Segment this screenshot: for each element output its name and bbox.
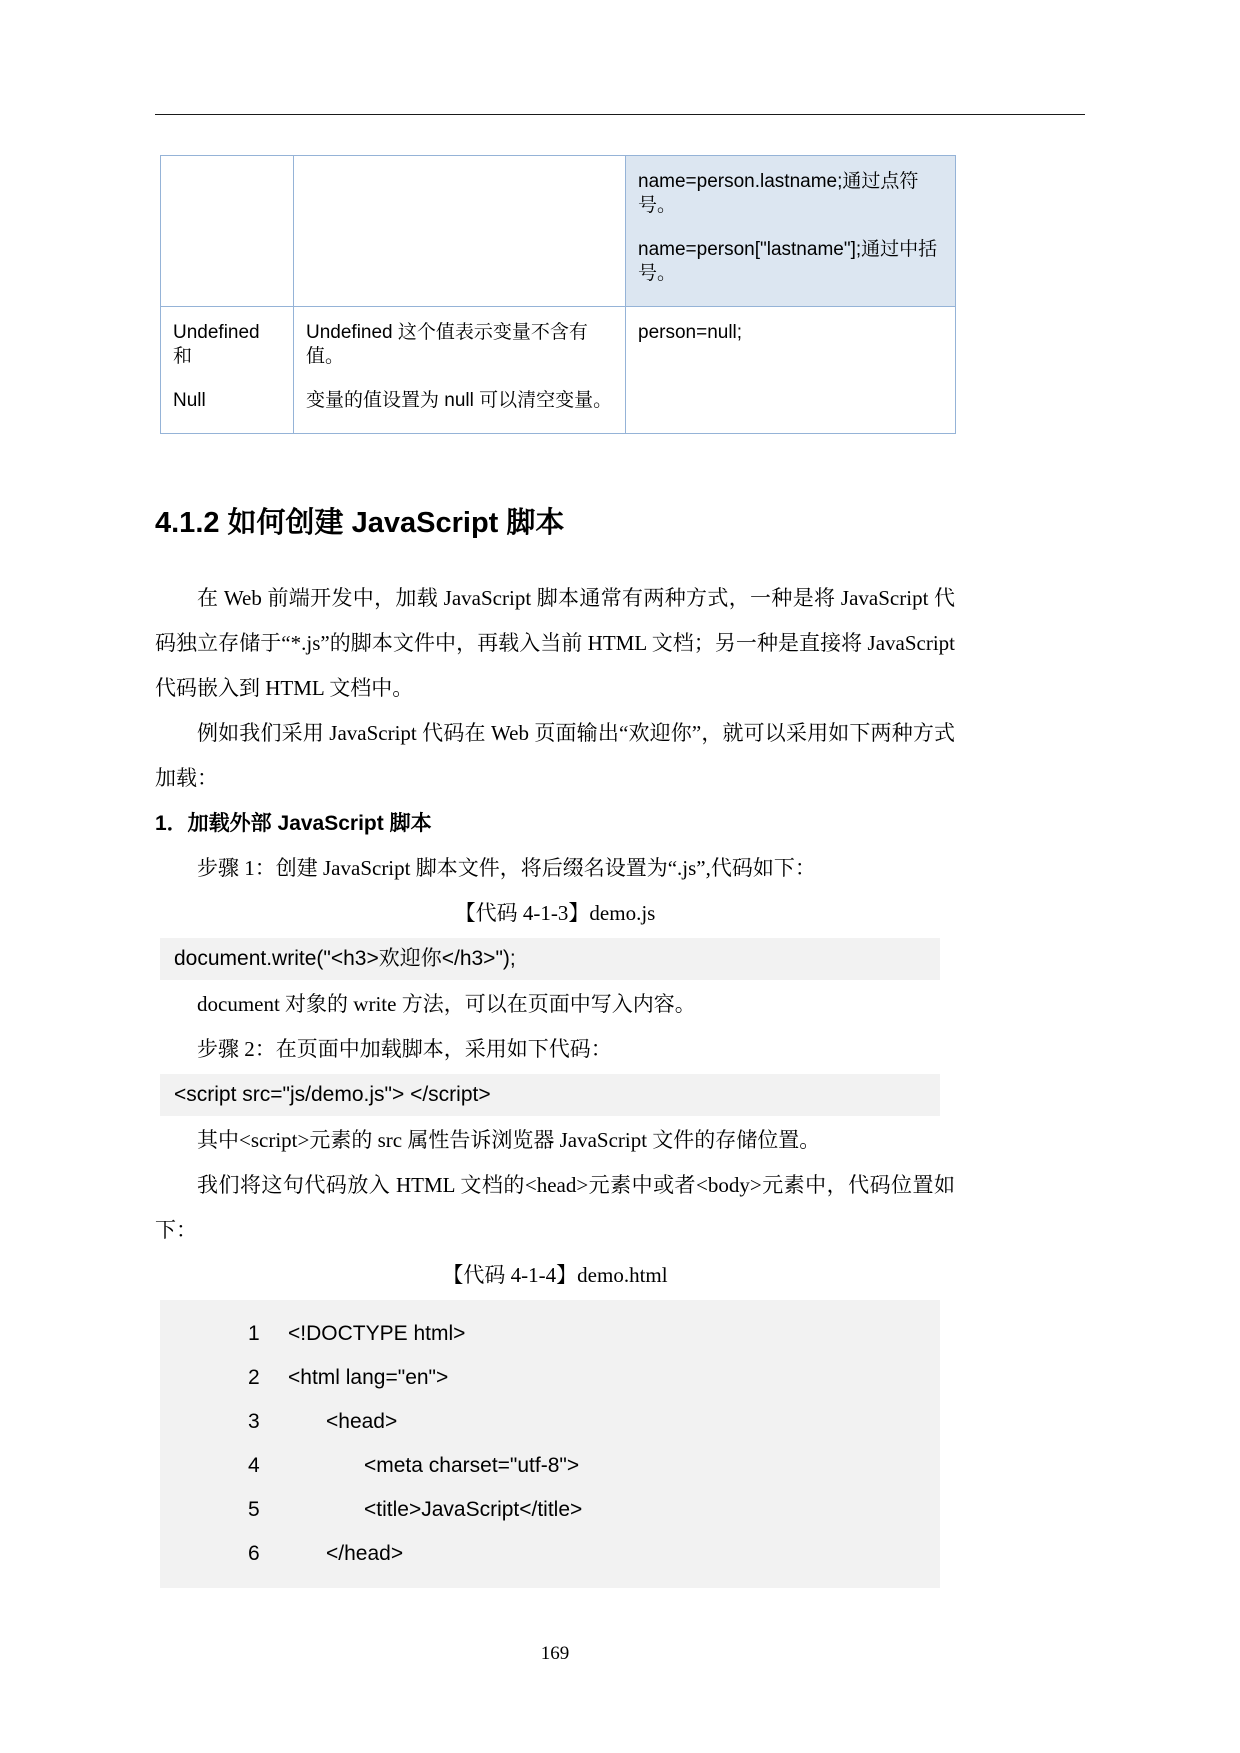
table-row: [161, 307, 956, 434]
page-content: [155, 155, 955, 1665]
table-cell-text: Undefined 和: [173, 322, 260, 367]
paragraph-intro: 在 Web 前端开发中，加载 JavaScript 脚本通常有两种方式，一种是将 JavaScript 代码独立存储于“*.js”的脚本文件中，再载入当前 HTML 文档；另一种是直接将 JavaScript 代码嵌入到 HTML 文档中。: [155, 586, 955, 700]
paragraph-src-attribute: 其中<script>元素的 src 属性告诉浏览器 JavaScript 文件的存储位置。: [197, 1128, 821, 1152]
table-cell-text: Null: [173, 390, 206, 411]
paragraph-step1: 步骤 1：创建 JavaScript 脚本文件，将后缀名设置为“.js”,代码如下：: [197, 856, 816, 880]
code-block-demo-js: [160, 938, 940, 980]
table-cell-empty-type: [161, 156, 294, 307]
code-block-demo-html: [160, 1300, 940, 1588]
subheading-external-script: 1．加载外部 JavaScript 脚本: [155, 812, 432, 835]
table-cell-text: name=person["lastname"];通过中括号。: [638, 239, 938, 284]
code-text: <meta charset="utf-8">: [364, 1454, 580, 1477]
code-line: [160, 1356, 940, 1400]
code-line: [160, 1532, 940, 1576]
table-cell-text: person=null;: [638, 322, 743, 343]
paragraph-step2: 步骤 2：在页面中加载脚本，采用如下代码：: [197, 1037, 612, 1061]
header-rule: [155, 114, 1085, 115]
code-text: <!DOCTYPE html>: [288, 1322, 466, 1345]
code-line: [160, 1312, 940, 1356]
code-line: [160, 1400, 940, 1444]
table-cell-text: 变量的值设置为 null 可以清空变量。: [306, 390, 613, 411]
paragraph-placement: 我们将这句代码放入 HTML 文档的<head>元素中或者<body>元素中，代码位置如下：: [155, 1173, 955, 1242]
line-number: 1: [248, 1322, 260, 1345]
code-block-script-src: [160, 1074, 940, 1116]
line-number: 2: [248, 1366, 260, 1389]
table-cell-undefined-null-type: [161, 307, 294, 434]
table-cell-text: Undefined 这个值表示变量不含有值。: [306, 322, 588, 367]
paragraph-write-method: document 对象的 write 方法，可以在页面中写入内容。: [197, 992, 696, 1016]
code-caption-414: 【代码 4-1-4】demo.html: [442, 1263, 668, 1287]
line-number: 4: [248, 1454, 260, 1477]
table-cell-undefined-null-desc: [294, 307, 626, 434]
table-cell-empty-desc: [294, 156, 626, 307]
paragraph-example: 例如我们采用 JavaScript 代码在 Web 页面输出“欢迎你”，就可以采用如下两种方式加载：: [155, 721, 955, 790]
code-text: <html lang="en">: [288, 1366, 449, 1389]
table-cell-text: name=person.lastname;通过点符号。: [638, 171, 919, 216]
section-heading: 4.1.2 如何创建 JavaScript 脚本: [155, 507, 565, 539]
code-line: [160, 1488, 940, 1532]
code-text: <head>: [326, 1410, 398, 1433]
table-cell-access-example: [626, 156, 956, 307]
code-text: <script src="js/demo.js"> </script>: [174, 1083, 491, 1106]
code-text: document.write("<h3>欢迎你</h3>");: [174, 947, 516, 970]
variable-types-table: [160, 155, 956, 434]
code-caption-413: 【代码 4-1-3】demo.js: [454, 901, 656, 925]
line-number: 3: [248, 1410, 260, 1433]
line-number: 6: [248, 1542, 260, 1565]
table-cell-undefined-null-example: [626, 307, 956, 434]
code-text: <title>JavaScript</title>: [364, 1498, 583, 1521]
page-number: 169: [540, 1643, 570, 1664]
code-line: [160, 1444, 940, 1488]
table-row: [161, 156, 956, 307]
code-text: </head>: [326, 1542, 404, 1565]
line-number: 5: [248, 1498, 260, 1521]
